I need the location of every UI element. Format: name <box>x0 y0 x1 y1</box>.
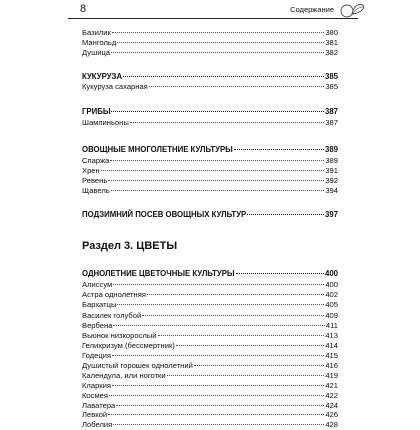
dot-leader <box>112 32 324 33</box>
toc-section-row <box>82 72 338 82</box>
toc-page-number: 402 <box>325 290 338 299</box>
toc-entry-title: Левкой <box>82 410 108 419</box>
dot-leader <box>101 170 325 171</box>
toc-page-number: 400 <box>324 269 338 278</box>
toc-entry-title: Вербена <box>82 321 113 330</box>
toc-entry-row <box>82 290 338 300</box>
dot-leader <box>194 365 324 366</box>
toc-page-number: 421 <box>325 381 338 390</box>
dot-leader <box>117 304 324 305</box>
toc-entry-title: Базилик <box>82 28 111 37</box>
toc-entry-title: Гелихризум (бессмертник) <box>82 341 175 350</box>
toc-entry-row <box>82 118 338 128</box>
toc-entry-row <box>82 156 338 166</box>
toc-page-number: 387 <box>324 107 338 116</box>
toc-entry-title: Хрен <box>82 166 100 175</box>
toc-entry-row <box>82 28 338 38</box>
toc-entry-title: Ревень <box>82 176 108 185</box>
toc-entry-row <box>82 280 338 290</box>
toc-entry-title: Шампиньоны <box>82 118 129 127</box>
toc-entry-row <box>82 48 338 58</box>
dot-leader <box>234 149 324 150</box>
toc-entry-title: Кларкия <box>82 381 111 390</box>
toc-entry-title: Календула, или ноготки <box>82 371 166 380</box>
toc-entry-row <box>82 166 338 176</box>
page-header <box>68 4 358 19</box>
toc-page-number: 416 <box>325 361 338 370</box>
toc-entry-row <box>82 321 338 331</box>
toc-page-number: 387 <box>325 118 338 127</box>
toc-page-number: 389 <box>325 156 338 165</box>
toc-entry-title: КУКУРУЗА <box>82 72 123 81</box>
toc-entry-row <box>82 341 338 351</box>
toc-entry-title: Лобелия <box>82 420 113 429</box>
dot-leader <box>123 76 324 77</box>
page-number: 8 <box>80 3 87 15</box>
dot-leader <box>149 86 325 87</box>
toc-entry-row <box>82 311 338 321</box>
toc-entry-title: Космея <box>82 391 108 400</box>
toc-entry-title: ОВОЩНЫЕ МНОГОЛЕТНИЕ КУЛЬТУРЫ <box>82 145 233 154</box>
toc-page-number: 400 <box>325 280 338 289</box>
toc-entry-row <box>82 410 338 420</box>
toc-entry-row <box>82 351 338 361</box>
toc-entry-title: Душица <box>82 48 111 57</box>
dot-leader <box>176 345 325 346</box>
part-heading: Раздел 3. ЦВЕТЫ <box>82 240 178 252</box>
toc-entry-title: Астра однолетняя <box>82 290 146 299</box>
toc-entry-title: Лаватера <box>82 401 116 410</box>
toc-entry-row <box>82 82 338 92</box>
dot-leader <box>111 190 325 191</box>
dot-leader <box>112 355 324 356</box>
toc-page-number: 405 <box>325 300 338 309</box>
dot-leader <box>158 335 325 336</box>
toc-entry-row <box>82 371 338 381</box>
toc-entry-row <box>82 186 338 196</box>
toc-page-number: 385 <box>325 82 338 91</box>
toc-entry-title: ГРИБЫ <box>82 107 111 116</box>
toc-page-number: 385 <box>324 72 338 81</box>
dot-leader <box>117 42 324 43</box>
dot-leader <box>108 414 324 415</box>
running-title: Содержание <box>290 5 334 14</box>
dot-leader <box>113 325 324 326</box>
toc-section-row <box>82 269 338 279</box>
toc-page-number: 394 <box>325 186 338 195</box>
dot-leader <box>236 273 324 274</box>
dot-leader <box>112 385 324 386</box>
dot-leader <box>113 284 324 285</box>
toc-page-number: 392 <box>325 176 338 185</box>
toc-page-number: 391 <box>325 166 338 175</box>
toc-entry-row <box>82 361 338 371</box>
dot-leader <box>247 214 324 215</box>
toc-section-row <box>82 145 338 155</box>
dot-leader <box>147 294 324 295</box>
dot-leader <box>108 180 324 181</box>
dot-leader <box>142 315 324 316</box>
toc-page-number: 413 <box>325 331 338 340</box>
toc-entry-title: Щавель <box>82 186 110 195</box>
toc-page-number: 411 <box>325 321 338 330</box>
toc-page-number: 382 <box>325 48 338 57</box>
toc-page-number: 389 <box>324 145 338 154</box>
toc-entry-title: Душистый горошек однолетний <box>82 361 193 370</box>
toc-page-number: 424 <box>325 401 338 410</box>
toc-entry-row <box>82 381 338 391</box>
toc-entry-row <box>82 420 338 430</box>
dot-leader <box>116 405 324 406</box>
toc-entry-title: Кукуруза сахарная <box>82 82 148 91</box>
toc-entry-title: Спаржа <box>82 156 110 165</box>
toc-entry-row <box>82 38 338 48</box>
dot-leader <box>109 395 324 396</box>
toc-entry-title: Бархатцы <box>82 300 117 309</box>
dot-leader <box>167 375 325 376</box>
toc-section-row <box>82 107 338 117</box>
dot-leader <box>111 111 324 112</box>
toc-entry-title: ОДНОЛЕТНИЕ ЦВЕТОЧНЫЕ КУЛЬТУРЫ <box>82 269 235 278</box>
toc-entry-title: Годеция <box>82 351 112 360</box>
dot-leader <box>111 52 324 53</box>
toc-page-number: 397 <box>324 210 338 219</box>
toc-entry-title: Вьюнок низкорослый <box>82 331 157 340</box>
toc-section-row <box>82 210 338 220</box>
toc-page-number: 419 <box>325 371 338 380</box>
toc-page-number: 409 <box>325 311 338 320</box>
toc-entry-title: ПОДЗИМНИЙ ПОСЕВ ОВОЩНЫХ КУЛЬТУР <box>82 210 247 219</box>
dot-leader <box>130 122 325 123</box>
toc-entry-title: Василек голубой <box>82 311 142 320</box>
toc-page-number: 414 <box>325 341 338 350</box>
toc-page-number: 426 <box>325 410 338 419</box>
toc-entry-row <box>82 331 338 341</box>
toc-entry-title: Алиссум <box>82 280 113 289</box>
toc-entry-row <box>82 176 338 186</box>
toc-entry-row <box>82 300 338 310</box>
toc-page-number: 428 <box>325 420 338 429</box>
dot-leader <box>113 424 324 425</box>
toc-entry-title: Мангольд <box>82 38 117 47</box>
toc-page-number: 422 <box>325 391 338 400</box>
toc-page-number: 380 <box>325 28 338 37</box>
dot-leader <box>110 160 324 161</box>
garden-logo-icon <box>338 0 366 20</box>
toc-page-number: 381 <box>325 38 338 47</box>
toc-entry-row <box>82 391 338 401</box>
toc-page-number: 415 <box>325 351 338 360</box>
